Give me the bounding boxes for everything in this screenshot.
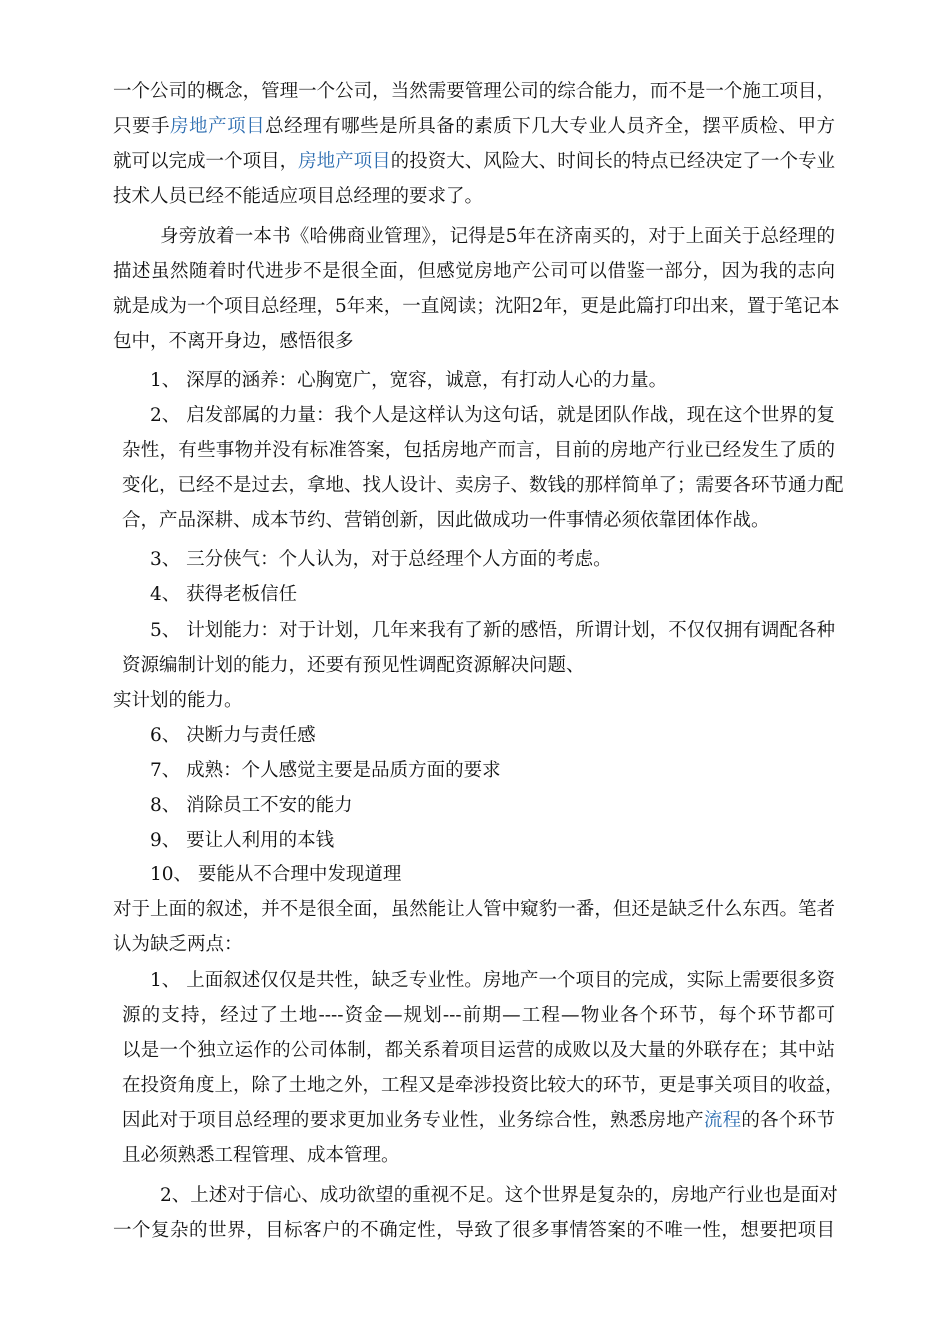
intro-line-3-text-b: 的投资大、风险大、时间长的特点已经决定了一个专业 [390,151,835,172]
list-item-3: 3、 三分侠气：个人认为，对于总经理个人方面的考虑。 [150,549,612,570]
intro-line-3 [113,145,835,179]
process-link[interactable]: 流程 [703,1110,742,1131]
list-item-2-line-1: 2、 启发部属的力量：我个人是这样认为这句话，就是团队作战，现在这个世界的复 [150,405,835,426]
real-estate-project-link[interactable]: 房地产项目 [298,151,391,172]
para2-line-3: 就是成为一个项目总经理，5年来，一直阅读；沈阳2年，更是此篇打印出来，置于笔记本 [113,296,840,317]
point1-line-5 [122,1104,835,1138]
point1-line-5-text-a: 因此对于项目总经理的要求更加业务专业性，业务综合性，熟悉房地产 [122,1110,704,1131]
list-item-2-line-2: 杂性，有些事物并没有标准答案，包括房地产而言，目前的房地产行业已经发生了质的 [122,440,835,461]
point1-line-4: 在投资角度上，除了土地之外，工程又是牵涉投资比较大的环节，更是事关项目的收益， [122,1075,844,1096]
summary-line-2: 认为缺乏两点： [113,934,243,955]
list-item-5-line-2: 资源编制计划的能力，还要有预见性调配资源解决问题、 [122,655,585,676]
point1-line-3: 以是一个独立运作的公司体制，都关系着项目运营的成败以及大量的外联存在；其中站 [122,1040,835,1061]
list-item-5-line-1: 5、 计划能力：对于计划，几年来我有了新的感悟，所谓计划，不仅仅拥有调配各种 [150,620,835,641]
point1-line-5-text-b: 的各个环节 [741,1110,835,1131]
intro-line-2-text-a: 只要手 [113,116,171,137]
intro-line-2 [113,110,835,144]
intro-line-1: 一个公司的概念，管理一个公司，当然需要管理公司的综合能力，而不是一个施工项目， [113,81,835,102]
list-item-8: 8、 消除员工不安的能力 [150,795,353,816]
list-item-6: 6、 决断力与责任感 [150,725,316,746]
intro-line-3-text-a: 就可以完成一个项目， [113,151,299,172]
para2-line-4: 包中，不离开身边，感悟很多 [113,331,354,352]
list-item-7: 7、 成熟：个人感觉主要是品质方面的要求 [150,760,501,781]
intro-line-2-text-b: 总经理有哪些是所具备的素质下几大专业人员齐全，摆平质检、甲方 [265,116,835,137]
point1-line-2: 源的支持，经过了土地----资金—规划---前期—工程—物业各个环节，每个环节都可 [122,1005,835,1026]
intro-line-4: 技术人员已经不能适应项目总经理的要求了。 [113,186,484,207]
point1-line-6: 且必须熟悉工程管理、成本管理。 [122,1145,400,1166]
list-item-5-line-3: 实计划的能力。 [113,690,243,711]
real-estate-project-link[interactable]: 房地产项目 [170,116,266,137]
list-item-2-line-3: 变化，已经不是过去，拿地、找人设计、卖房子、数钱的那样简单了；需要各环节通力配 [122,475,844,496]
list-item-9: 9、 要让人利用的本钱 [150,830,335,851]
para2-line-1: 身旁放着一本书《哈佛商业管理》，记得是5年在济南买的，对于上面关于总经理的 [160,226,835,247]
list-item-1: 1、 深厚的涵养：心胸宽广，宽容，诚意，有打动人心的力量。 [150,370,668,391]
point2-line-1: 2、上述对于信心、成功欲望的重视不足。这个世界是复杂的，房地产行业也是面对 [160,1185,838,1206]
list-item-4: 4、 获得老板信任 [150,584,298,605]
list-item-10: 10、 要能从不合理中发现道理 [150,864,402,885]
summary-line-1: 对于上面的叙述，并不是很全面，虽然能让人管中窥豹一番，但还是缺乏什么东西。笔者 [113,899,835,920]
point2-line-2: 一个复杂的世界，目标客户的不确定性，导致了很多事情答案的不唯一性，想要把项目 [113,1220,835,1241]
para2-line-2: 描述虽然随着时代进步不是很全面，但感觉房地产公司可以借鉴一部分，因为我的志向 [113,261,835,282]
point1-line-1: 1、 上面叙述仅仅是共性，缺乏专业性。房地产一个项目的完成，实际上需要很多资 [150,970,835,991]
list-item-2-line-4: 合，产品深耕、成本节约、营销创新，因此做成功一件事情必须依靠团体作战。 [122,510,770,531]
